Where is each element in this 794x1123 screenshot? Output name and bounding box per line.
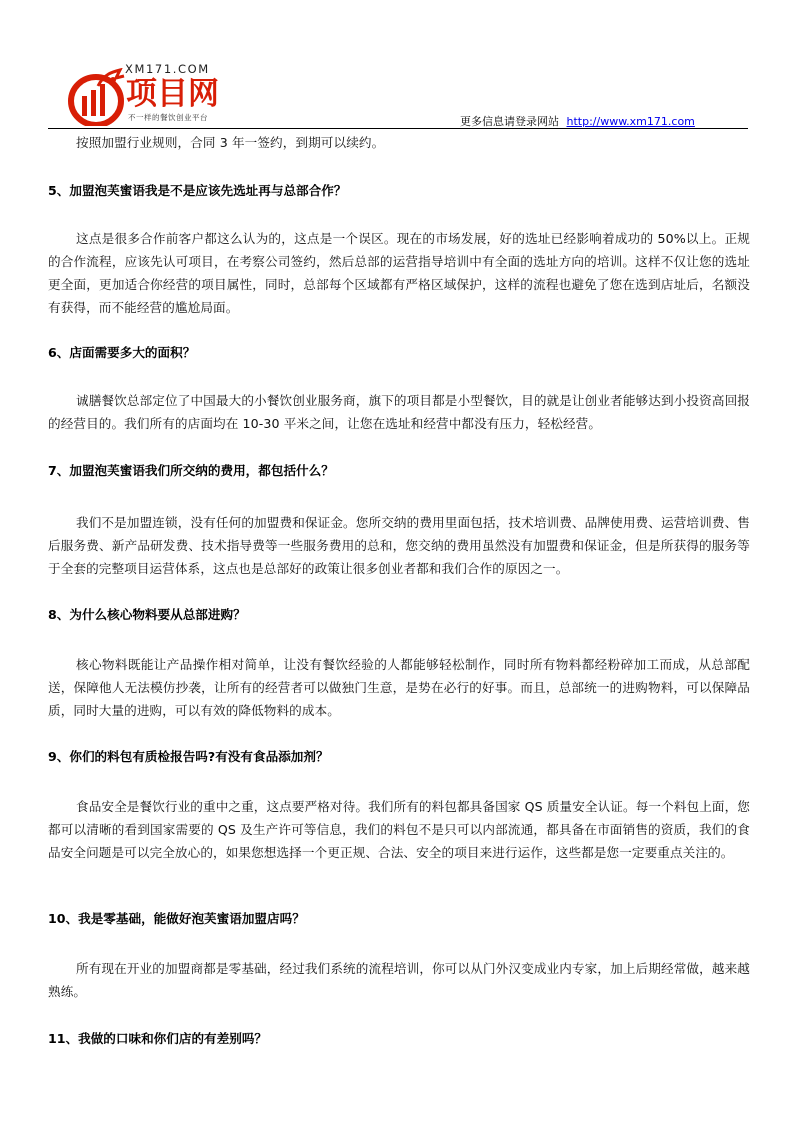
website-link[interactable]: http://www.xm171.com [566, 115, 695, 128]
page-header [48, 52, 748, 130]
faq-question-5: 5、加盟泡芙蜜语我是不是应该先选址再与总部合作？ [48, 183, 347, 198]
faq-answer-9: 食品安全是餐饮行业的重中之重，这点要严格对待。我们所有的料包都具备国家 QS 质量安全认证。每一个料包上面，您都可以清晰的看到国家需要的 QS 及生产许可等信息，我们的料包不是只可以内部流通，都具备在市面销售的资质，我们的食品安全问题是可以完全放心的，如果您想选择一个更正规、合法、安全的项目来进行运作，这些都是您一定要重点关注的。 [48, 799, 750, 860]
site-logo[interactable] [68, 62, 278, 128]
faq-answer-10: 所有现在开业的加盟商都是零基础，经过我们系统的流程培训，你可以从门外汉变成业内专家，加上后期经常做，越来越熟练。 [48, 961, 750, 999]
logo-mark-icon [68, 68, 128, 126]
faq-answer-6: 诚膳餐饮总部定位了中国最大的小餐饮创业服务商，旗下的项目都是小型餐饮，目的就是让创业者能够达到小投资高回报的经营目的。我们所有的店面均在 10-30 平米之间，让您在选址和经营中都没有压力，轻松经营。 [48, 393, 750, 431]
faq-answer-8: 核心物料既能让产品操作相对简单，让没有餐饮经验的人都能够轻松制作，同时所有物料都经粉碎加工而成，从总部配送，保障他人无法模仿抄袭，让所有的经营者可以做独门生意，是势在必行的好事。而且，总部统一的进购物料，可以保障品质，同时大量的进购，可以有效的降低物料的成本。 [48, 657, 750, 718]
logo-name-text: 项目网 [126, 76, 219, 112]
logo-slogan-text: 不一样的餐饮创业平台 [128, 113, 208, 122]
header-divider [48, 128, 748, 129]
faq-question-9: 9、你们的料包有质检报告吗?有没有食品添加剂？ [48, 749, 329, 764]
faq-question-10: 10、我是零基础，能做好泡芙蜜语加盟店吗？ [48, 911, 305, 926]
faq-question-6: 6、店面需要多大的面积？ [48, 345, 196, 360]
faq-answer-7: 我们不是加盟连锁，没有任何的加盟费和保证金。您所交纳的费用里面包括，技术培训费、品牌使用费、运营培训费、售后服务费、新产品研发费、技术指导费等一些服务费用的总和，您交纳的费用虽然没有加盟费和保证金，但是所获得的服务等于全套的完整项目运营体系，这点也是总部好的政策让很多创业者都和我们合作的原因之一。 [48, 515, 750, 576]
faq-question-7: 7、加盟泡芙蜜语我们所交纳的费用，都包括什么？ [48, 463, 334, 478]
more-info-label: 更多信息请登录网站 [460, 115, 559, 128]
logo-domain-text: XM171.COM [125, 62, 210, 76]
intro-paragraph: 按照加盟行业规则，合同 3 年一签约，到期可以续约。 [76, 135, 385, 150]
more-info [460, 113, 695, 129]
faq-answer-5: 这点是很多合作前客户都这么认为的，这点是一个误区。现在的市场发展，好的选址已经影响着成功的 50%以上。正规的合作流程，应该先认可项目，在考察公司签约，然后总部的运营指导培训中有全面的选址方向的培训。这样不仅让您的选址更全面，更加适合你经营的项目属性，同时，总部每个区域都有严格区域保护，这样的流程也避免了您在选到店址后，名额没有获得，而不能经营的尴尬局面。 [48, 231, 750, 315]
faq-question-11: 11、我做的口味和你们店的有差别吗？ [48, 1031, 268, 1046]
faq-question-8: 8、为什么核心物料要从总部进购？ [48, 607, 246, 622]
